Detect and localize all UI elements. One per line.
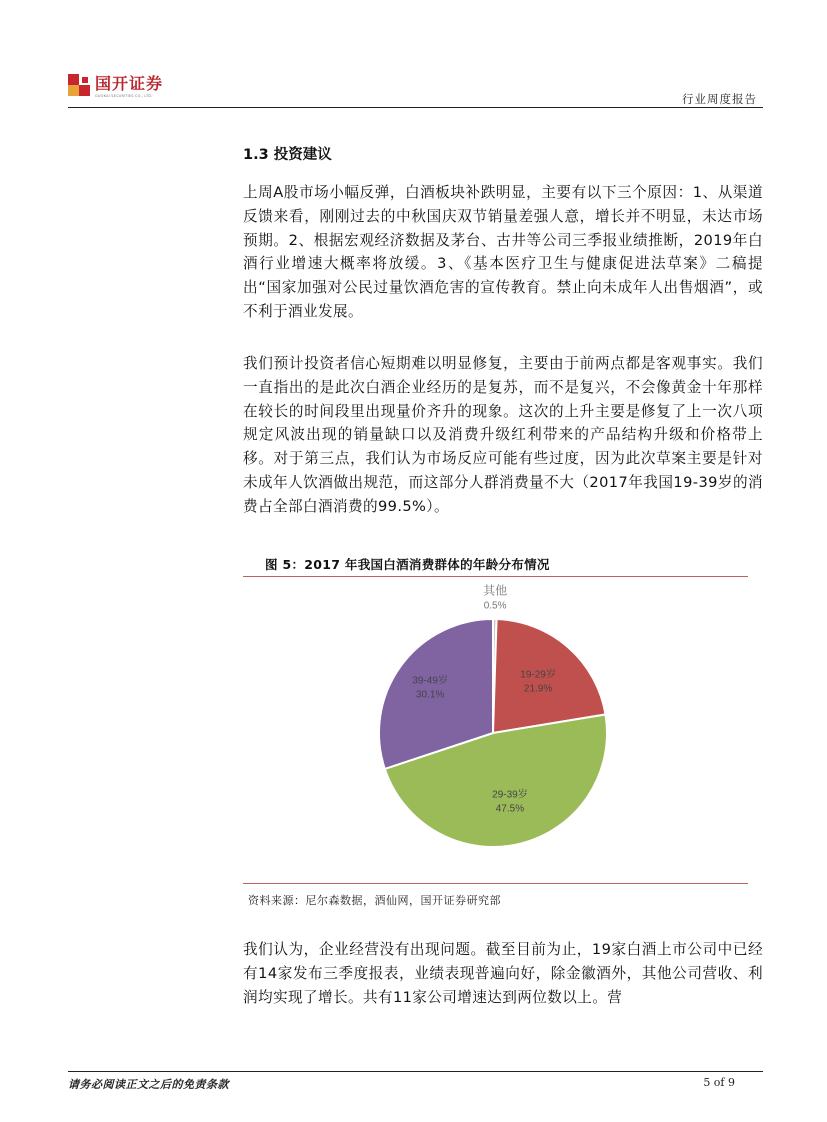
paragraph-3: 我们认为，企业经营没有出现问题。截至目前为止，19家白酒上市公司中已经有14家发布三季度报表，业绩表现普遍向好，除金徽酒外，其他公司营收、利润均实现了增长。共有11家公司增速达到两位数以上。营: [243, 941, 763, 1006]
pie-value-2: 47.5%: [495, 803, 525, 815]
report-type: 行业周度报告: [682, 92, 757, 106]
company-logo: [68, 74, 163, 96]
brand-subtitle: GUOKAI SECURITIES CO., LTD.: [95, 94, 153, 98]
page-header: [68, 72, 763, 108]
pie-value-0: 0.5%: [483, 600, 507, 612]
logo-mark-icon: [68, 74, 90, 96]
section-title: 1.3 投资建议: [243, 147, 332, 163]
pie-label-3: 39-49岁: [412, 675, 448, 687]
pie-label-1: 19-29岁: [520, 669, 556, 681]
pie-label-0: 其他: [483, 583, 508, 598]
pie-label-2: 29-39岁: [492, 789, 528, 801]
paragraph-1: 上周A股市场小幅反弹，白酒板块补跌明显，主要有以下三个原因：1、从渠道反馈来看，刚刚过去的中秋国庆双节销量差强人意，增长并不明显，未达市场预期。2、根据宏观经济数据及茅台、古井等公司三季报业绩推断，2019年白酒行业增速大概率将放缓。3、《基本医疗卫生与健康促进法草案》二稿提出“国家加强对公民过量饮酒危害的宣传教育。禁止向未成年人出售烟酒”，或不利于酒业发展。: [243, 184, 763, 320]
disclaimer-note: 请务必阅读正文之后的免责条款: [68, 1078, 229, 1091]
figure-source: 资料来源：尼尔森数据，酒仙网，国开证券研究部: [248, 894, 501, 907]
pie-value-3: 30.1%: [415, 689, 445, 701]
page-number: 5 of 9: [703, 1076, 735, 1089]
pie-chart-svg: [243, 580, 748, 880]
figure-top-rule: [243, 576, 748, 577]
figure-title: 图 5：2017 年我国白酒消费群体的年龄分布情况: [265, 557, 550, 572]
figure-bottom-rule: [243, 883, 748, 884]
paragraph-2: 我们预计投资者信心短期难以明显修复，主要由于前两点都是客观事实。我们一直指出的是此次白酒企业经历的是复苏，而不是复兴，不会像黄金十年那样在较长的时间段里出现量价齐升的现象。这次的上升主要是修复了上一次八项规定风波出现的销量缺口以及消费升级红利带来的产品结构升级和价格带上移。对于第三点，我们认为市场反应可能有些过度，因为此次草案主要是针对未成年人饮酒做出规范，而这部分人群消费量不大（2017年我国19-39岁的消费占全部白酒消费的99.5%）。: [243, 355, 763, 515]
pie-value-1: 21.9%: [523, 683, 553, 695]
brand-name: 国开证券: [95, 74, 164, 93]
header-divider: [68, 107, 763, 108]
pie-chart: [243, 580, 748, 880]
footer-divider: [68, 1071, 763, 1072]
